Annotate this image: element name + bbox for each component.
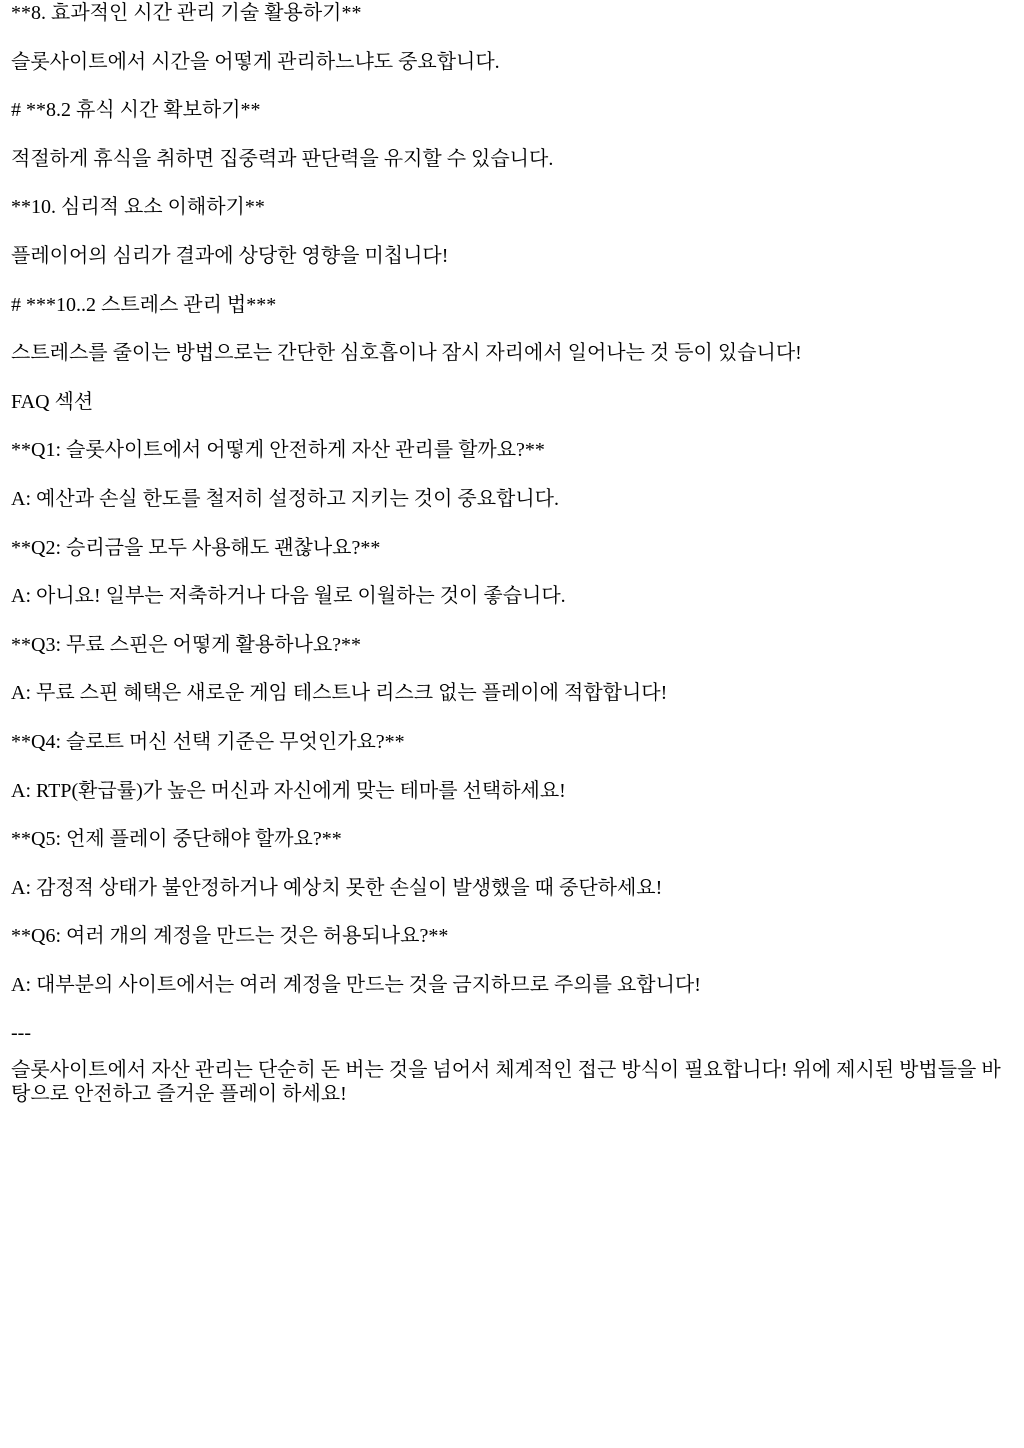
faq-question-2: **Q2: 승리금을 모두 사용해도 괜찮나요?** <box>11 536 381 559</box>
section-10-paragraph: 플레이어의 심리가 결과에 상당한 영향을 미칩니다! <box>11 244 449 267</box>
faq-question-1: **Q1: 슬롯사이트에서 어떻게 안전하게 자산 관리를 할까요?** <box>11 439 545 462</box>
closing-paragraph: 슬롯사이트에서 자산 관리는 단순히 돈 버는 것을 넘어서 체계적인 접근 방식이 필요합니다! 위에 제시된 방법들을 바탕으로 안전하고 즐거운 플레이 하세요! <box>11 1059 1001 1106</box>
faq-question-3: **Q3: 무료 스핀은 어떻게 활용하나요?** <box>11 633 362 656</box>
section-10-2-paragraph: 스트레스를 줄이는 방법으로는 간단한 심호흡이나 잠시 자리에서 일어나는 것 등이 있습니다! <box>11 342 802 365</box>
faq-question-4: **Q4: 슬로트 머신 선택 기준은 무엇인가요?** <box>11 730 405 753</box>
section-10-heading: **10. 심리적 요소 이해하기** <box>11 196 265 219</box>
faq-question-5: **Q5: 언제 플레이 중단해야 할까요?** <box>11 828 342 851</box>
divider: --- <box>11 1022 31 1045</box>
section-10-2-heading: # ***10..2 스트레스 관리 법*** <box>11 293 277 316</box>
faq-answer-4: A: RTP(환급률)가 높은 머신과 자신에게 맞는 테마를 선택하세요! <box>11 779 566 802</box>
faq-heading: FAQ 섹션 <box>11 390 94 413</box>
section-8-2-paragraph: 적절하게 휴식을 취하면 집중력과 판단력을 유지할 수 있습니다. <box>11 147 554 170</box>
faq-answer-3: A: 무료 스핀 혜택은 새로운 게임 테스트나 리스크 없는 플레이에 적합합니다! <box>11 682 668 705</box>
faq-answer-1: A: 예산과 손실 한도를 철저히 설정하고 지키는 것이 중요합니다. <box>11 487 559 510</box>
faq-answer-2: A: 아니요! 일부는 저축하거나 다음 월로 이월하는 것이 좋습니다. <box>11 585 566 608</box>
faq-question-6: **Q6: 여러 개의 계정을 만드는 것은 허용되나요?** <box>11 925 449 948</box>
faq-answer-6: A: 대부분의 사이트에서는 여러 계정을 만드는 것을 금지하므로 주의를 요합니다! <box>11 973 701 996</box>
section-8-2-heading: # **8.2 휴식 시간 확보하기** <box>11 99 261 122</box>
document-page <box>11 0 1006 1106</box>
faq-answer-5: A: 감정적 상태가 불안정하거나 예상치 못한 손실이 발생했을 때 중단하세요! <box>11 876 663 899</box>
section-8-heading: **8. 효과적인 시간 관리 기술 활용하기** <box>11 2 362 24</box>
section-8-paragraph: 슬롯사이트에서 시간을 어떻게 관리하느냐도 중요합니다. <box>11 50 500 73</box>
